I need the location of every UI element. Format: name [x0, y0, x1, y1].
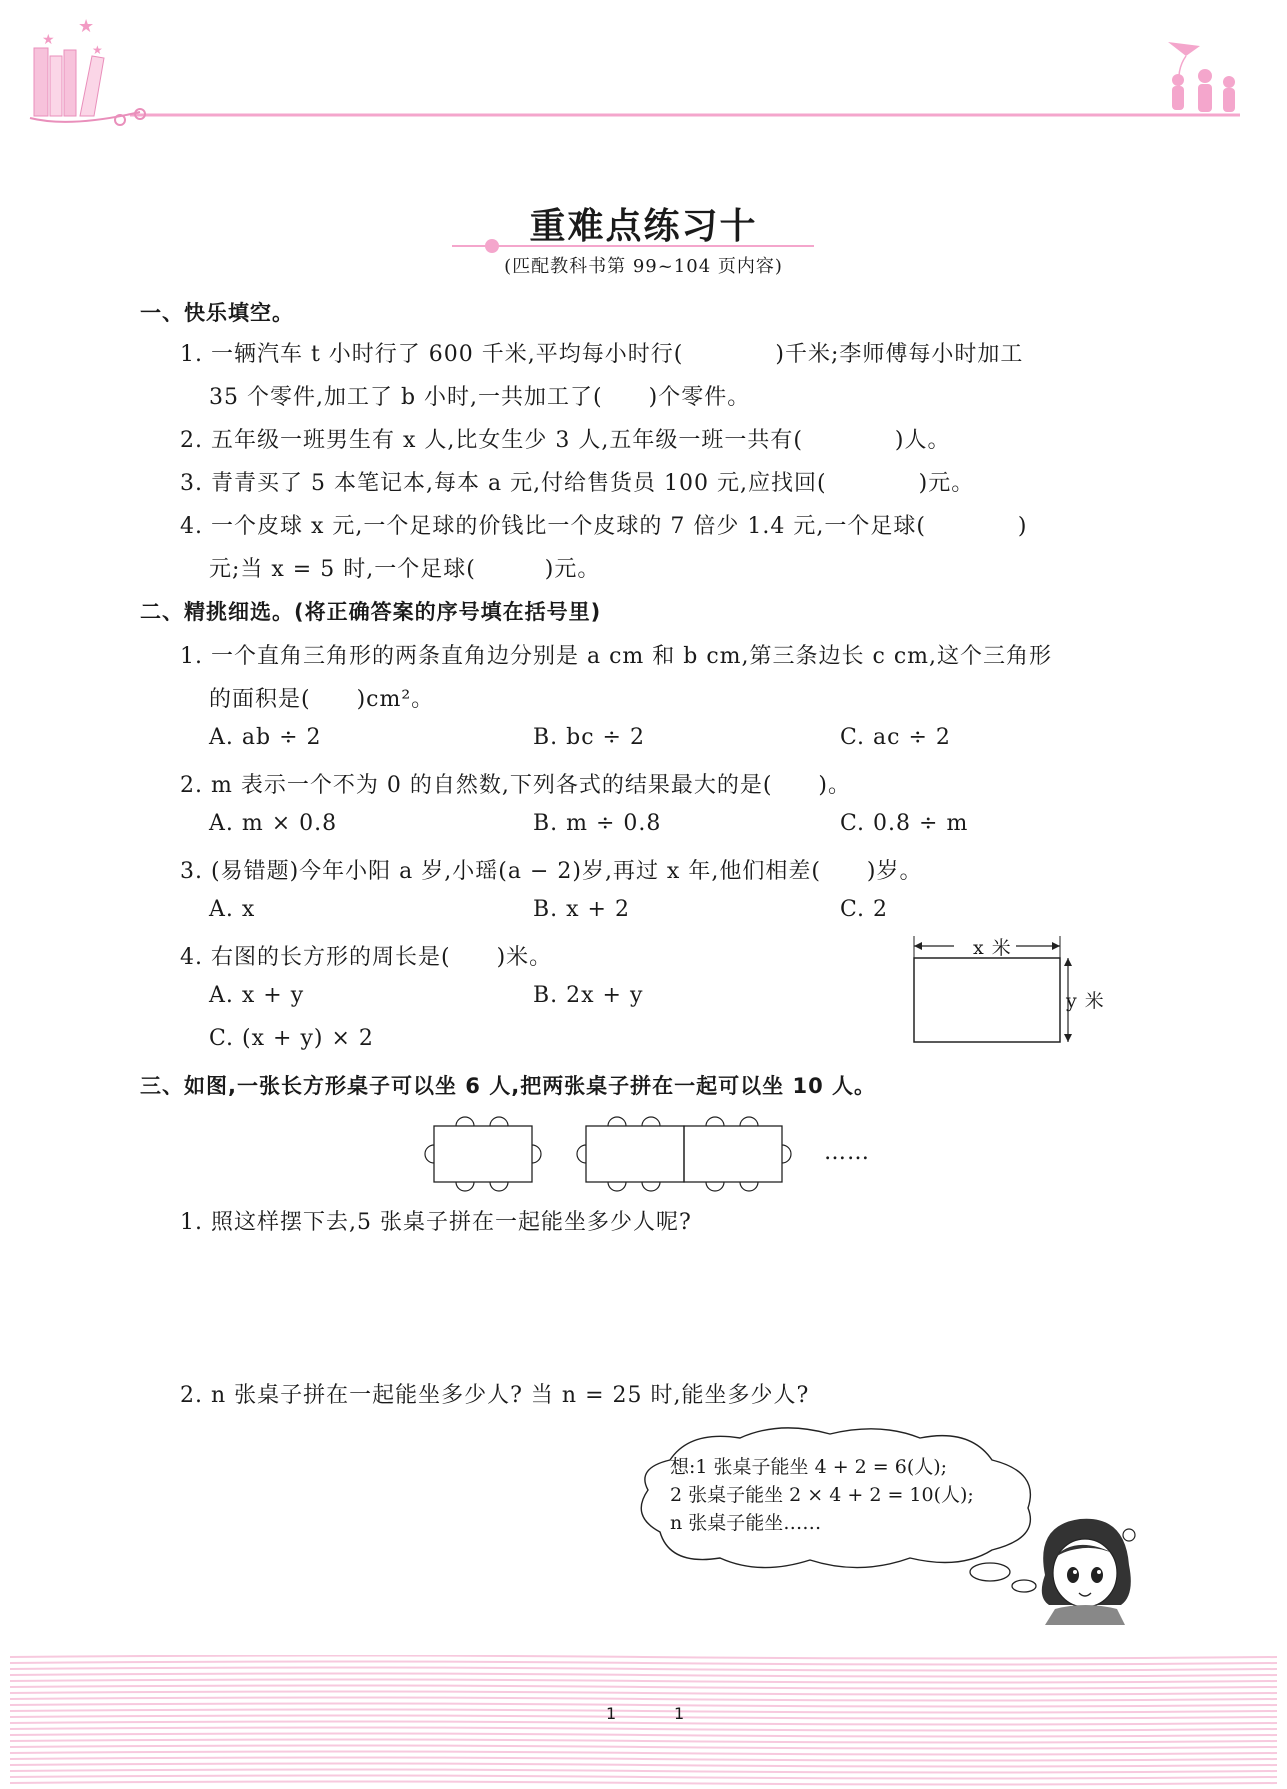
- s2-q1-line1: 1. 一个直角三角形的两条直角边分别是 a cm 和 b cm,第三条边长 c cm,这个三角形: [180, 644, 1052, 669]
- svg-text:★: ★: [42, 32, 55, 48]
- tables-ellipsis: ……: [824, 1140, 870, 1165]
- children-kite-icon: [1168, 42, 1235, 112]
- s2-q1-option-b: B. bc ÷ 2: [533, 725, 645, 750]
- section2-heading: 二、精挑细选。(将正确答案的序号填在括号里): [140, 600, 602, 624]
- s1-q3: 3. 青青买了 5 本笔记本,每本 a 元,付给售货员 100 元,应找回( )元。: [180, 471, 975, 496]
- s2-q3-option-c: C. 2: [840, 897, 889, 922]
- page-subtitle: (匹配教科书第 99~104 页内容): [504, 256, 783, 277]
- figure-label-y: y 米: [1066, 990, 1105, 1012]
- bubble-line-1: 想:1 张桌子能坐 4 + 2 = 6(人);: [670, 1456, 948, 1478]
- s2-q4-option-a: A. x + y: [209, 983, 305, 1008]
- s2-q2-option-a: A. m × 0.8: [209, 811, 338, 836]
- svg-text:★: ★: [92, 43, 103, 57]
- s2-q1-option-c: C. ac ÷ 2: [840, 725, 951, 750]
- girl-illustration: [1025, 1505, 1145, 1625]
- s3-q2: 2. n 张桌子拼在一起能坐多少人? 当 n = 25 时,能坐多少人?: [180, 1383, 810, 1408]
- s2-q4-option-b: B. 2x + y: [533, 983, 644, 1008]
- s2-q2-option-b: B. m ÷ 0.8: [533, 811, 662, 836]
- single-table-icon: [425, 1117, 541, 1191]
- s2-q1-line2: 的面积是( )cm²。: [209, 687, 435, 712]
- s2-q3: 3. (易错题)今年小阳 a 岁,小瑶(a − 2)岁,再过 x 年,他们相差( )岁。: [180, 859, 923, 884]
- s2-q2-option-c: C. 0.8 ÷ m: [840, 811, 969, 836]
- two-tables-icon: [577, 1117, 791, 1191]
- s2-q1-option-a: A. ab ÷ 2: [209, 725, 322, 750]
- footer-stripes: [10, 1655, 1277, 1789]
- s1-q2: 2. 五年级一班男生有 x 人,比女生少 3 人,五年级一班一共有( )人。: [180, 428, 951, 453]
- header-decoration: [0, 0, 1287, 140]
- s2-q2: 2. m 表示一个不为 0 的自然数,下列各式的结果最大的是( )。: [180, 773, 851, 798]
- s1-q4-line2: 元;当 x = 5 时,一个足球( )元。: [209, 557, 601, 582]
- figure-label-x: x 米: [973, 937, 1012, 959]
- s2-q4-option-c: C. (x + y) × 2: [209, 1026, 374, 1051]
- svg-text:★: ★: [78, 16, 95, 37]
- page-title: 重难点练习十: [529, 206, 758, 247]
- page-number-right: 1: [674, 1704, 686, 1723]
- section1-heading: 一、快乐填空。: [140, 301, 294, 325]
- s1-q4-line1: 4. 一个皮球 x 元,一个足球的价钱比一个皮球的 7 倍少 1.4 元,一个足球( ): [180, 514, 1028, 539]
- bubble-line-3: n 张桌子能坐……: [670, 1512, 822, 1534]
- books-logo-icon: [30, 16, 145, 125]
- section3-heading: 三、如图,一张长方形桌子可以坐 6 人,把两张桌子拼在一起可以坐 10 人。: [140, 1074, 877, 1098]
- bubble-line-2: 2 张桌子能坐 2 × 4 + 2 = 10(人);: [670, 1484, 974, 1506]
- s1-q1-line2: 35 个零件,加工了 b 小时,一共加工了( )个零件。: [209, 385, 751, 410]
- s3-q1: 1. 照这样摆下去,5 张桌子拼在一起能坐多少人呢?: [180, 1210, 692, 1235]
- page-number-left: 1: [606, 1704, 618, 1723]
- s1-q1-line1: 1. 一辆汽车 t 小时行了 600 千米,平均每小时行( )千米;李师傅每小时加工: [180, 342, 1024, 367]
- s2-q3-option-a: A. x: [209, 897, 256, 922]
- s2-q4: 4. 右图的长方形的周长是( )米。: [180, 945, 553, 970]
- tables-figure: [420, 1108, 800, 1196]
- s2-q3-option-b: B. x + 2: [533, 897, 630, 922]
